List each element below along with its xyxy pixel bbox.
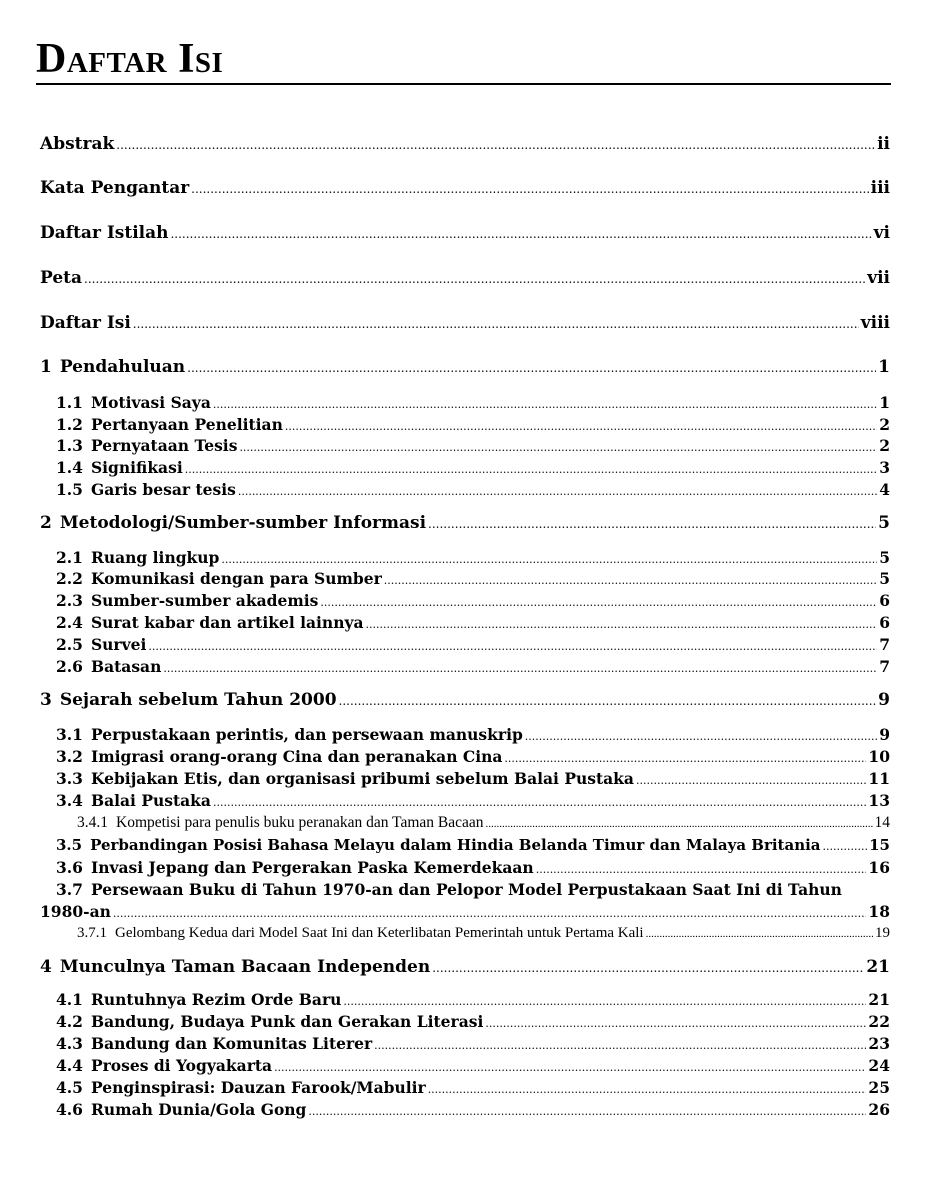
toc-entry[interactable] [40, 134, 890, 154]
dot-leader [320, 591, 877, 610]
toc-page-number: 25 [868, 1078, 890, 1097]
toc-entry-title: Komunikasi dengan para Sumber [90, 569, 382, 588]
toc-section[interactable] [56, 613, 890, 632]
toc-entry-title: Ruang lingkup [90, 548, 220, 567]
dot-leader [133, 313, 859, 333]
toc-page-number: 13 [868, 791, 890, 810]
toc-section[interactable] [56, 1078, 890, 1097]
dot-leader [191, 178, 868, 198]
toc-entry-title: Sejarah sebelum Tahun 2000 [59, 690, 337, 710]
dot-leader [285, 415, 877, 434]
toc-entry-title: Metodologi/Sumber-sumber Informasi [59, 513, 427, 533]
toc-entry-title: Gelombang Kedua dari Model Saat Ini dan Keterlibatan Pemerintah untuk Pertama Kali [115, 925, 644, 941]
toc-entry-title: Sumber-sumber akademis [90, 591, 319, 610]
toc-page-number: 24 [868, 1056, 890, 1075]
toc-page-number: 10 [868, 747, 890, 766]
toc-section[interactable] [56, 480, 890, 499]
toc-entry[interactable] [40, 268, 890, 288]
toc-page-number: 5 [878, 513, 890, 533]
toc-page-number: iii [870, 178, 890, 198]
toc-subsection[interactable] [77, 814, 890, 832]
dot-leader [221, 548, 877, 567]
toc-number: 4.6 [56, 1100, 83, 1119]
toc-section[interactable] [56, 725, 890, 744]
toc-page-number: 11 [868, 769, 890, 788]
toc-entry-title: Bandung dan Komunitas Literer [90, 1034, 373, 1053]
toc-section[interactable] [56, 415, 890, 434]
toc-section[interactable] [56, 635, 890, 654]
toc-page-number: 15 [869, 836, 890, 854]
dot-leader [428, 1078, 867, 1097]
toc-section[interactable] [56, 548, 890, 567]
dot-leader [432, 957, 864, 977]
toc-section[interactable] [56, 747, 890, 766]
toc-section[interactable] [56, 1056, 890, 1075]
toc-entry-title: Invasi Jepang dan Pergerakan Paska Kemerdekaan [90, 858, 534, 877]
toc-entry-title: Munculnya Taman Bacaan Independen [59, 957, 431, 977]
toc-section-line1[interactable] [56, 880, 842, 899]
toc-page-number: 26 [868, 1100, 890, 1119]
toc-section[interactable] [56, 791, 890, 810]
toc-entry-title: Daftar Istilah [40, 223, 169, 243]
toc-entry-title: Batasan [90, 657, 162, 676]
toc-chapter[interactable] [40, 957, 890, 977]
toc-number: 3.6 [56, 858, 83, 877]
dot-leader [428, 513, 876, 533]
toc-number: 2.2 [56, 569, 83, 588]
toc-number: 3.3 [56, 769, 83, 788]
toc-page-number: 16 [868, 858, 890, 877]
title-rule [36, 83, 891, 85]
dot-leader [366, 613, 878, 632]
toc-page-number: 22 [868, 1012, 890, 1031]
toc-entry-title: Kata Pengantar [40, 178, 190, 198]
toc-number: 2.3 [56, 591, 83, 610]
toc-number: 3.4.1 [77, 814, 108, 831]
toc-entry[interactable] [40, 313, 890, 333]
toc-number: 4.5 [56, 1078, 83, 1097]
toc-number: 4.4 [56, 1056, 83, 1075]
toc-number: 1.1 [56, 393, 83, 412]
dot-leader [238, 480, 877, 499]
dot-leader [374, 1034, 866, 1053]
dot-leader [213, 393, 877, 412]
dot-leader [384, 569, 877, 588]
toc-number: 1.3 [56, 436, 83, 455]
toc-entry-title-continued: 1980-an [40, 902, 111, 921]
toc-page-number: ii [877, 134, 890, 154]
toc-entry-title: Persewaan Buku di Tahun 1970-an dan Pelopor Model Perpustakaan Saat Ini di Tahun [90, 880, 842, 899]
toc-number: 3.7.1 [77, 925, 107, 941]
toc-number: 2.4 [56, 613, 83, 632]
dot-leader [113, 902, 867, 921]
toc-number: 4.3 [56, 1034, 83, 1053]
toc-entry-title: Abstrak [40, 134, 115, 154]
dot-leader [486, 814, 873, 832]
toc-entry-title: Surat kabar dan artikel lainnya [90, 613, 364, 632]
toc-number: 3.5 [56, 836, 83, 854]
toc-entry-title: Kebijakan Etis, dan organisasi pribumi sebelum Balai Pustaka [90, 769, 634, 788]
toc-entry-title: Survei [90, 635, 147, 654]
toc-entry-title: Daftar Isi [40, 313, 131, 333]
toc-entry-title: Penginspirasi: Dauzan Farook/Mabulir [90, 1078, 426, 1097]
toc-entry-title: Pernyataan Tesis [90, 436, 238, 455]
toc-page-number: 6 [879, 613, 890, 632]
toc-page-number: 5 [879, 548, 890, 567]
dot-leader [187, 357, 876, 377]
toc-section[interactable] [56, 458, 890, 477]
toc-entry-title: Rumah Dunia/Gola Gong [90, 1100, 307, 1119]
dot-leader [185, 458, 877, 477]
toc-entry-title: Bandung, Budaya Punk dan Gerakan Literasi [90, 1012, 484, 1031]
toc-entry-title: Kompetisi para penulis buku peranakan dan Taman Bacaan [116, 814, 484, 831]
dot-leader [274, 1056, 866, 1075]
toc-number: 3.4 [56, 791, 83, 810]
toc-entry-title: Signifikasi [90, 458, 183, 477]
toc-page-number: 7 [879, 635, 890, 654]
toc-number: 1.4 [56, 458, 83, 477]
toc-number: 1.2 [56, 415, 83, 434]
toc-number: 3 [40, 690, 52, 710]
toc-number: 3.2 [56, 747, 83, 766]
toc-page-number: 23 [868, 1034, 890, 1053]
toc-number: 4.2 [56, 1012, 83, 1031]
dot-leader [485, 1012, 866, 1031]
page-title: Daftar Isi [36, 36, 224, 82]
toc-entry-title: Runtuhnya Rezim Orde Baru [90, 990, 342, 1009]
toc-number: 2.6 [56, 657, 83, 676]
toc-section[interactable] [56, 836, 890, 854]
toc-entry[interactable] [40, 223, 890, 243]
toc-number: 2 [40, 513, 52, 533]
toc-page-number: 2 [879, 436, 890, 455]
toc-chapter[interactable] [40, 513, 890, 533]
toc-page-number: vii [867, 268, 890, 288]
toc-subsection[interactable] [77, 925, 890, 942]
toc-page-number: 21 [868, 990, 890, 1009]
dot-leader [504, 747, 866, 766]
toc-number: 4.1 [56, 990, 83, 1009]
dot-leader [163, 657, 877, 676]
toc-page-number: 4 [879, 480, 890, 499]
toc-page-number: 1 [879, 393, 890, 412]
toc-entry-title: Garis besar tesis [90, 480, 236, 499]
dot-leader [308, 1100, 866, 1119]
dot-leader [536, 858, 867, 877]
toc-entry-title: Peta [40, 268, 83, 288]
toc-page-number: vi [873, 223, 890, 243]
toc-page-number: 9 [878, 690, 890, 710]
dot-leader [343, 990, 866, 1009]
dot-leader [170, 223, 871, 243]
toc-number: 1.5 [56, 480, 83, 499]
toc-entry-title: Pertanyaan Penelitian [90, 415, 283, 434]
toc-page-number: viii [860, 313, 890, 333]
dot-leader [823, 836, 868, 854]
toc-section[interactable] [56, 769, 890, 788]
dot-leader [148, 635, 877, 654]
toc-page-number: 14 [874, 814, 890, 831]
toc-entry-title: Motivasi Saya [90, 393, 211, 412]
toc-page-number: 5 [879, 569, 890, 588]
toc-number: 1 [40, 357, 52, 377]
dot-leader [84, 268, 865, 288]
toc-page-number: 9 [879, 725, 890, 744]
toc-section[interactable] [56, 569, 890, 588]
toc-page-number: 6 [879, 591, 890, 610]
toc-page-number: 1 [878, 357, 890, 377]
toc-section[interactable] [56, 990, 890, 1009]
toc-section[interactable] [56, 1100, 890, 1119]
toc-entry-title: Perpustakaan perintis, dan persewaan manuskrip [90, 725, 523, 744]
dot-leader [213, 791, 866, 810]
toc-entry[interactable] [40, 178, 890, 198]
toc-page-number: 2 [879, 415, 890, 434]
toc-number: 4 [40, 957, 52, 977]
toc-section[interactable] [56, 591, 890, 610]
toc-entry-title: Pendahuluan [59, 357, 186, 377]
toc-chapter[interactable] [40, 690, 890, 710]
dot-leader [525, 725, 877, 744]
dot-leader [646, 925, 873, 942]
dot-leader [116, 134, 875, 154]
toc-page-number: 19 [875, 925, 890, 941]
toc-page-number: 3 [879, 458, 890, 477]
toc-number: 2.1 [56, 548, 83, 567]
toc-page-number: 18 [868, 902, 890, 921]
dot-leader [239, 436, 877, 455]
toc-page-number: 7 [879, 657, 890, 676]
toc-section[interactable] [56, 1012, 890, 1031]
toc-section[interactable] [56, 858, 890, 877]
toc-page-number: 21 [866, 957, 890, 977]
toc-section[interactable] [56, 436, 890, 455]
toc-entry-title: Proses di Yogyakarta [90, 1056, 273, 1075]
toc-chapter[interactable] [40, 357, 890, 377]
toc-number: 3.1 [56, 725, 83, 744]
toc-section[interactable] [56, 393, 890, 412]
toc-number: 2.5 [56, 635, 83, 654]
toc-section[interactable] [56, 1034, 890, 1053]
toc-section-line2[interactable] [40, 902, 890, 921]
toc-entry-title: Balai Pustaka [90, 791, 211, 810]
toc-entry-title: Perbandingan Posisi Bahasa Melayu dalam Hindia Belanda Timur dan Malaya Britania [90, 836, 821, 854]
toc-entry-title: Imigrasi orang-orang Cina dan peranakan Cina [90, 747, 503, 766]
toc-section[interactable] [56, 657, 890, 676]
toc-number: 3.7 [56, 880, 83, 899]
dot-leader [636, 769, 866, 788]
dot-leader [339, 690, 877, 710]
